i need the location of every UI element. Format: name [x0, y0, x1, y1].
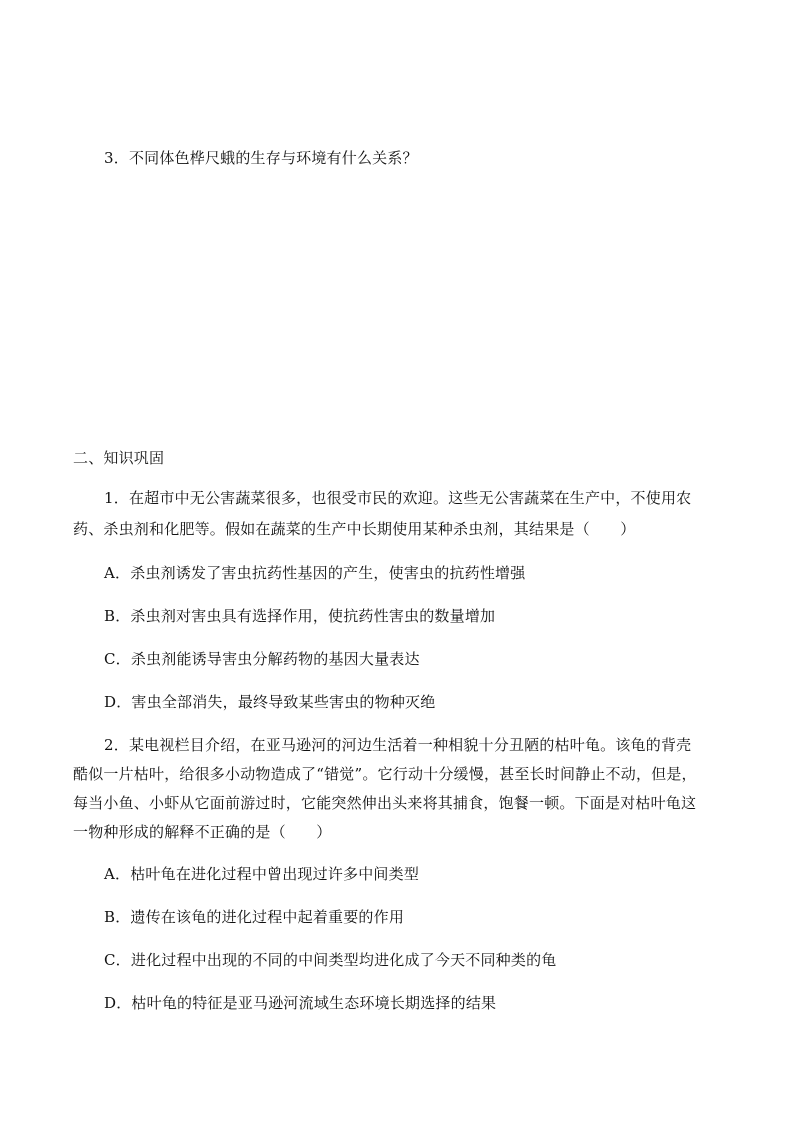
- question-2-option-c: C．进化过程中出现的不同的中间类型均进化成了今天不同种类的龟: [104, 951, 557, 969]
- question-1-option-d: D．害虫全部消失，最终导致某些害虫的物种灭绝: [104, 693, 436, 711]
- question-2-stem-line-2: 酷似一片枯叶，给很多小动物造成了“错觉”。它行动十分缓慢，甚至长时间静止不动，但是，: [73, 765, 697, 783]
- question-1-stem-line-2: 药、杀虫剂和化肥等。假如在蔬菜的生产中长期使用某种杀虫剂，其结果是（ ）: [73, 520, 636, 538]
- question-1-option-c: C．杀虫剂能诱导害虫分解药物的基因大量表达: [104, 650, 420, 668]
- section-title-knowledge-consolidation: 二、知识巩固: [73, 449, 165, 467]
- question-2-stem-line-4: 一物种形成的解释不正确的是（ ）: [73, 823, 332, 841]
- question-1-option-b: B．杀虫剂对害虫具有选择作用，使抗药性害虫的数量增加: [104, 607, 496, 625]
- question-2-option-d: D．枯叶龟的特征是亚马逊河流域生态环境长期选择的结果: [104, 994, 497, 1012]
- question-2-option-a: A．枯叶龟在进化过程中曾出现过许多中间类型: [104, 865, 420, 883]
- question-1-option-a: A．杀虫剂诱发了害虫抗药性基因的产生，使害虫的抗药性增强: [104, 564, 526, 582]
- question-2-option-b: B．遗传在该龟的进化过程中起着重要的作用: [104, 908, 405, 926]
- question-2-stem-line-1: 2．某电视栏目介绍，在亚马逊河的河边生活着一种相貌十分丑陋的枯叶龟。该龟的背壳: [104, 736, 692, 754]
- question-3-text: 3．不同体色桦尺蛾的生存与环境有什么关系？: [104, 149, 418, 167]
- question-2-stem-line-3: 每当小鱼、小虾从它面前游过时，它能突然伸出头来将其捕食，饱餐一顿。下面是对枯叶龟这: [73, 794, 697, 812]
- question-1-stem-line-1: 1．在超市中无公害蔬菜很多，也很受市民的欢迎。这些无公害蔬菜在生产中，不使用农: [104, 489, 692, 507]
